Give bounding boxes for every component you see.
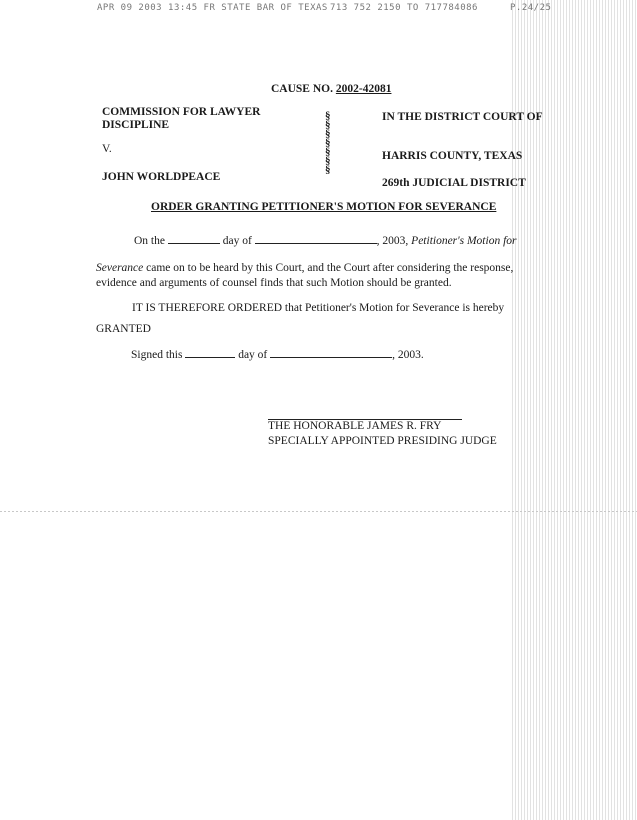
section-mark: § — [325, 146, 331, 158]
scan-artifact-line — [0, 511, 637, 512]
versus: V. — [102, 143, 112, 155]
text-on-the: On the — [134, 235, 165, 247]
signed-line — [131, 347, 424, 361]
court-line-2: HARRIS COUNTY, TEXAS — [382, 150, 523, 162]
cause-number — [271, 83, 391, 95]
defendant: JOHN WORLDPEACE — [102, 171, 221, 183]
text-line-2: came on to be heard by this Court, and the Court after considering the response, — [146, 262, 514, 274]
blank-month — [255, 233, 377, 244]
judge-name: THE HONORABLE JAMES R. FRY — [268, 420, 442, 432]
motion-name: Petitioner's Motion for — [411, 235, 517, 247]
blank-day — [168, 233, 220, 244]
ordered-line-2: GRANTED — [96, 323, 151, 335]
text-year: , 2003, — [376, 235, 409, 247]
blank-signed-month — [270, 347, 392, 358]
court-line-3: 269th JUDICIAL DISTRICT — [382, 177, 526, 189]
text-signed-this: Signed this — [131, 349, 183, 361]
cause-number-value: 2002-42081 — [335, 83, 392, 95]
section-marks — [325, 112, 331, 175]
order-paragraph-line-1 — [134, 233, 517, 247]
ordered-line-1: IT IS THEREFORE ORDERED that Petitioner's Motion for Severance is hereby — [132, 302, 505, 314]
text-day-of: day of — [222, 235, 252, 247]
section-mark: § — [325, 137, 331, 149]
plaintiff-line-2: DISCIPLINE — [102, 119, 170, 131]
section-mark: § — [325, 119, 331, 131]
court-line-1: IN THE DISTRICT COURT OF — [382, 111, 543, 123]
text-signed-year: , 2003. — [392, 349, 424, 361]
cause-label: CAUSE NO. — [271, 83, 333, 95]
plaintiff-line-1: COMMISSION FOR LAWYER — [102, 106, 261, 118]
order-paragraph-line-3: evidence and arguments of counsel finds that such Motion should be granted. — [96, 277, 452, 289]
section-mark: § — [325, 155, 331, 167]
section-mark: § — [325, 128, 331, 140]
section-mark: § — [325, 110, 331, 122]
judge-title: SPECIALLY APPOINTED PRESIDING JUDGE — [268, 435, 497, 447]
fax-header-middle: 713 752 2150 TO 717784086 — [330, 3, 478, 13]
fax-header-left: APR 09 2003 13:45 FR STATE BAR OF TEXAS — [97, 3, 328, 13]
scan-edge-strip — [512, 0, 637, 820]
fax-header-page: P.24/25 — [510, 3, 552, 13]
motion-name-cont: Severance — [96, 262, 144, 274]
section-mark: § — [325, 164, 331, 176]
order-paragraph-line-2 — [96, 262, 513, 274]
blank-signed-day — [185, 347, 235, 358]
text-signed-day-of: day of — [238, 349, 268, 361]
order-title: ORDER GRANTING PETITIONER'S MOTION FOR SEVERANCE — [151, 201, 497, 213]
